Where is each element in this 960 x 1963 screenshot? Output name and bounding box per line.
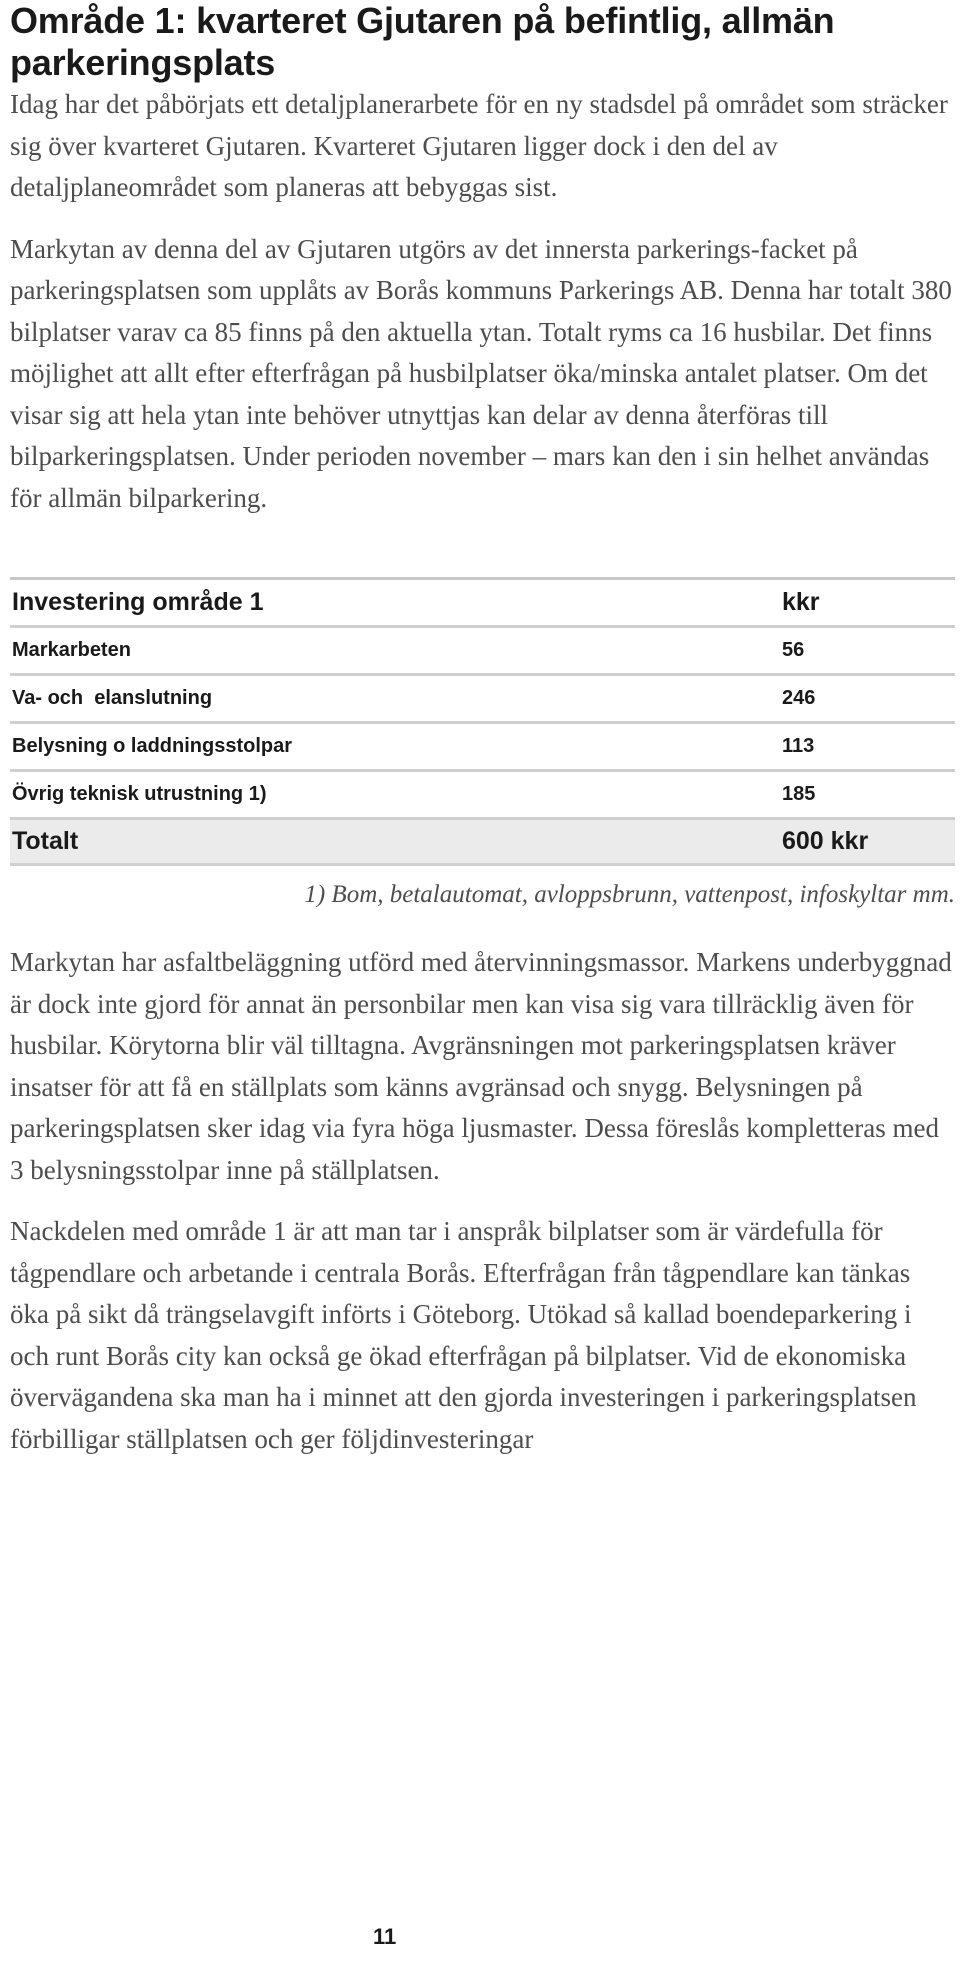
row-label: Va- och elanslutning [12,687,213,709]
table-header-row [10,580,955,628]
paragraph-intro: Idag har det påbörjats ett detaljplanerarbete för en ny stadsdel på området som sträcker sig över kvarteret Gjutaren. Kvarteret Gjutaren ligger dock i den del av detaljplaneområdet som planeras att bebyggas sist. [10,89,948,202]
row-value: 113 [782,735,815,757]
document-page [10,0,955,1460]
section-heading: Område 1: kvarteret Gjutaren på befintlig, allmän parkeringsplats [10,0,835,83]
row-label: Belysning o laddningsstolpar [12,735,293,757]
table-header-label: Investering område 1 [12,588,264,616]
table-total-row [10,820,955,866]
table-row [10,724,955,772]
total-value: 600 kkr [782,827,869,855]
investment-table [10,577,955,866]
page-number: 11 [373,1924,397,1949]
row-value: 56 [782,639,805,661]
row-label: Övrig teknisk utrustning 1) [12,783,267,805]
table-row [10,628,955,676]
table-header-unit: kkr [782,588,820,616]
table-row [10,676,955,724]
paragraph-surface: Markytan av denna del av Gjutaren utgörs av det innersta parkerings-facket på parkeringsplatsen som upplåts av Borås kommuns Parkerings AB. Denna har totalt 380 bilplatser varav ca 85 finns på den aktuella ytan. Totalt ryms ca 16 husbilar. Det finns möjlighet att allt efter efterfrågan på husbilplatser öka/minska antalet platser. Om det visar sig att hela ytan inte behöver utnyttjas kan delar av denna återföras till bilparkeringsplatsen. Under perioden november – mars kan den i sin helhet användas för allmän bilparkering. [10,233,952,513]
row-label: Markarbeten [12,639,131,661]
table-footnote: 1) Bom, betalautomat, avloppsbrunn, vattenpost, infoskyltar mm. [304,881,955,908]
paragraph-ground: Markytan har asfaltbeläggning utförd med återvinningsmassor. Markens underbyggnad är dock inte gjord för annat än personbilar men kan visa sig vara tillräcklig även för husbilar. Körytorna blir väl tilltagna. Avgränsningen mot parkeringsplatsen kräver insatser för att få en ställplats som känns avgränsad och snygg. Belysningen på parkeringsplatsen sker idag via fyra höga ljusmaster. Dessa föreslås kompletteras med 3 belysningsstolpar inne på ställplatsen. [10,947,952,1185]
table-row [10,772,955,820]
total-label: Totalt [12,827,79,855]
row-value: 185 [782,783,816,805]
row-value: 246 [782,687,816,709]
paragraph-drawback: Nackdelen med område 1 är att man tar i anspråk bilplatser som är värdefulla för tågpendlare och arbetande i centrala Borås. Efterfrågan från tågpendlare kan tänkas öka på sikt då trängselavgift införts i Göteborg. Utökad så kallad boendeparkering i och runt Borås city kan också ge ökad efterfrågan på bilplatser. Vid de ekonomiska övervägandena ska man ha i minnet att den gjorda investeringen i parkeringsplatsen förbilligar ställplatsen och ger följdinvesteringar [10,1216,917,1454]
